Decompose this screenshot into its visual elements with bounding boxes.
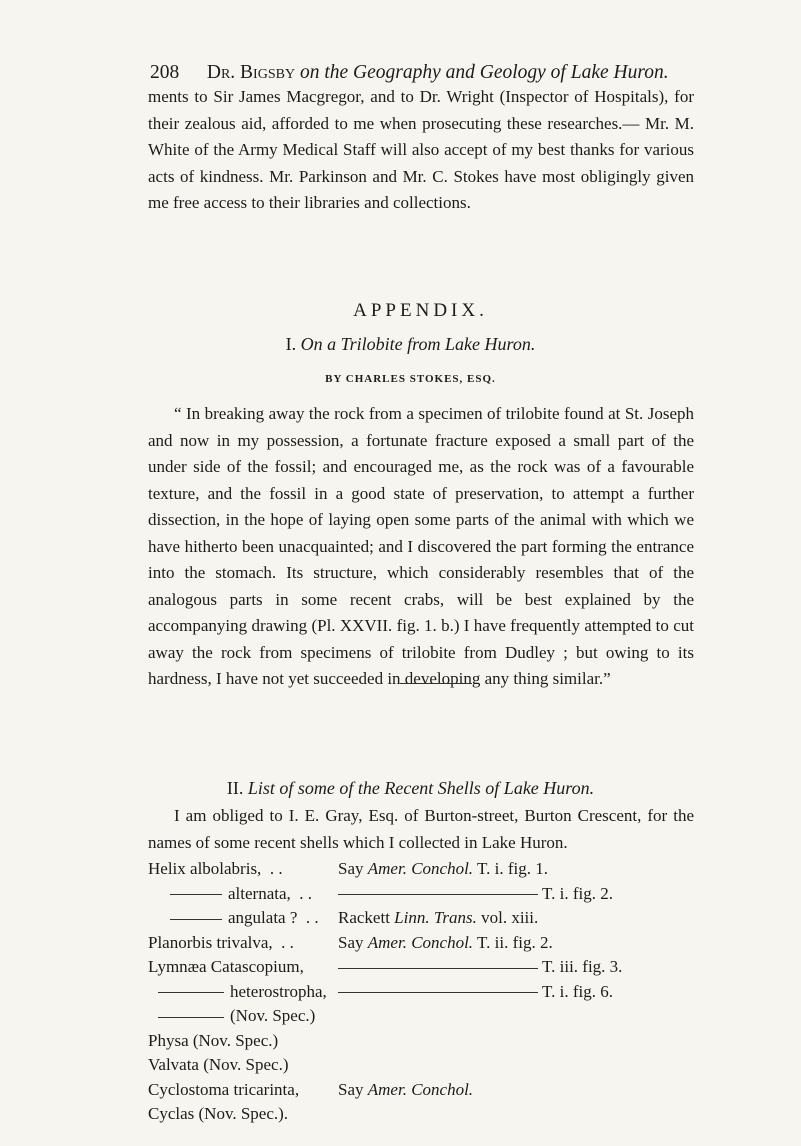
ref-work: Linn. Trans. xyxy=(394,908,477,927)
ditto-dash xyxy=(170,894,222,895)
ditto-dash xyxy=(338,992,538,993)
leader-dots: . . xyxy=(281,932,294,952)
list-item xyxy=(148,955,708,980)
ditto-dash xyxy=(170,919,222,920)
list-item xyxy=(148,1004,708,1029)
section-1-title xyxy=(0,334,801,355)
shell-name: alternata, xyxy=(228,883,291,903)
ref-author: Rackett xyxy=(338,908,390,927)
ref-plate: T. i. fig. 6. xyxy=(542,981,613,1001)
shell-name: Cyclas (Nov. Spec.). xyxy=(148,1104,289,1123)
ditto-dash xyxy=(158,992,224,993)
shell-name: Lymnæa Catascopium, xyxy=(148,957,304,976)
leader-dots: . . xyxy=(299,883,313,903)
shell-name: angulata ? xyxy=(228,908,298,927)
shell-list xyxy=(148,857,708,1127)
ref-plate: T. i. fig. 2. xyxy=(542,883,613,903)
list-item xyxy=(148,980,708,1005)
section-2-title-text: List of some of the Recent Shells of Lake Huron. xyxy=(247,778,595,798)
list-item xyxy=(148,1029,708,1054)
appendix-heading: APPENDIX. xyxy=(353,300,488,321)
trilobite-paragraph: “ In breaking away the rock from a specimen of trilobite found at St. Joseph and now in my possession, a fortunate fracture exposed a small part of the under side of the fossil; and encouraged me, as the rock was of a favourable texture, and the fossil in a good state of preservation, to attempt a further dissection, in the hope of laying open some parts of the animal with which we have hitherto been unacquainted; and I discovered the part forming the entrance into the stomach. Its structure, which considerably resembles that of the analogous parts in some recent crabs, will be best explained by the accompanying drawing (Pl. XXVII. fig. 1. b.) I have frequently attempted to cut away the rock from specimens of trilobite from Dudley ; but owing to its hardness, I have not yet succeeded in developing any thing similar.” xyxy=(148,404,694,688)
shell-name: (Nov. Spec.) xyxy=(230,1006,316,1025)
running-head-title-a: Geography and Geology of xyxy=(353,62,566,83)
ref-work: Amer. Conchol. xyxy=(367,859,474,878)
ref-work: Amer. Conchol. xyxy=(367,1079,474,1099)
running-head xyxy=(150,62,710,84)
shell-name: Cyclostoma tricarinta, xyxy=(148,1079,300,1099)
section-2-numeral: II. xyxy=(226,778,244,798)
section-divider xyxy=(400,683,472,684)
shell-name: Helix albolabris, xyxy=(148,859,262,878)
ref-plate: T. i. fig. 1. xyxy=(477,859,548,878)
running-head-author: Dr. Bigsby xyxy=(206,62,296,83)
intro-paragraph: ments to Sir James Macgregor, and to Dr. Wright (Inspector of Hospitals), for their zealous aid, afforded to me when prosecuting these researches.— Mr. M. White of the Army Medical Staff will also accept of my best thanks for various acts of kindness. Mr. Parkinson and Mr. C. Stokes have most obligingly given me free access to their libraries and collections. xyxy=(148,87,694,212)
list-item xyxy=(148,882,708,907)
leader-dots: . . xyxy=(269,859,283,878)
ref-author: Say xyxy=(338,1079,364,1099)
leader-dots: . . xyxy=(305,908,319,927)
shell-name: Physa (Nov. Spec.) xyxy=(148,1030,279,1050)
section-1-numeral: I. xyxy=(285,334,297,354)
list-item xyxy=(148,1053,708,1078)
list-item xyxy=(148,1078,708,1103)
ref-author: Say xyxy=(338,932,364,952)
list-item xyxy=(148,931,708,956)
shell-name: heterostropha, xyxy=(230,981,327,1001)
ditto-dash xyxy=(158,1017,224,1018)
page-number: 208 xyxy=(150,62,180,83)
list-item xyxy=(148,906,708,931)
ref-plate: T. ii. fig. 2. xyxy=(477,932,553,952)
ref-plate: T. iii. fig. 3. xyxy=(542,957,623,976)
ref-work: Amer. Conchol. xyxy=(367,932,474,952)
list-item xyxy=(148,1102,708,1127)
byline: BY CHARLES STOKES, ESQ. xyxy=(325,373,496,385)
running-head-on: on the xyxy=(299,62,349,83)
ref-plate: vol. xiii. xyxy=(481,908,539,927)
list-item xyxy=(148,857,708,882)
running-head-title-b: Lake Huron. xyxy=(570,62,669,83)
ditto-dash xyxy=(338,894,538,895)
shells-intro-paragraph: I am obliged to I. E. Gray, Esq. of Burton-street, Burton Crescent, for the names of some recent shells which I collected in Lake Huron. xyxy=(148,806,694,852)
section-2-title xyxy=(0,778,801,799)
shell-name: Planorbis trivalva, xyxy=(148,932,273,952)
ditto-dash xyxy=(338,968,538,969)
ref-author: Say xyxy=(338,859,364,878)
shell-name: Valvata (Nov. Spec.) xyxy=(148,1055,289,1074)
section-1-title-text: On a Trilobite from Lake Huron. xyxy=(300,334,536,354)
